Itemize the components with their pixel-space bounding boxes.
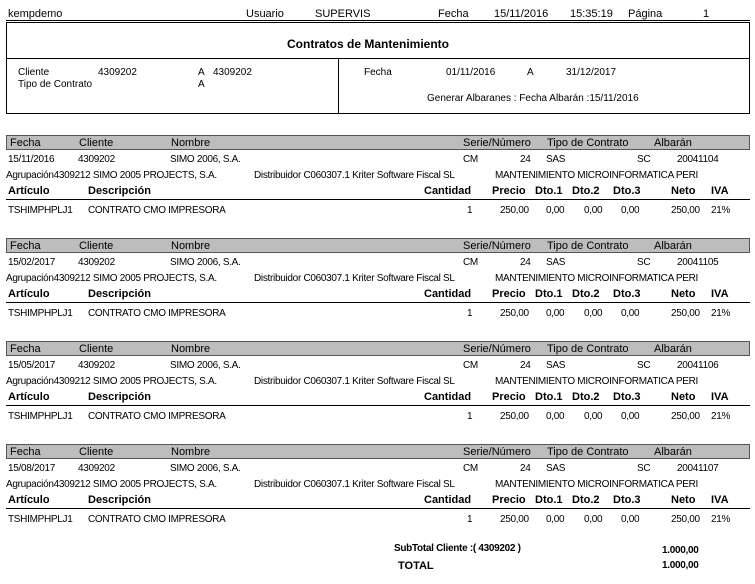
header-serie-numero: Serie/Número [463, 343, 531, 355]
line-neto: 250,00 [671, 411, 700, 422]
line-iva: 21% [711, 514, 731, 525]
contract-cliente: 4309202 [78, 154, 115, 165]
contract-numero: 24 [520, 360, 531, 371]
line-header-articulo: Artículo [8, 288, 50, 300]
filter-client-from: 4309202 [98, 67, 137, 78]
albaran-serie: SC [637, 463, 651, 474]
contract-nombre: SIMO 2006, S.A. [170, 257, 241, 268]
line-header-descripcion: Descripción [88, 185, 151, 197]
contract-serie: CM [463, 463, 478, 474]
line-header-dto1: Dto.1 [535, 391, 563, 403]
line-neto: 250,00 [671, 514, 700, 525]
albaran-numero: 20041104 [677, 154, 719, 165]
line-header-rule [6, 199, 750, 200]
line-header-dto2: Dto.2 [572, 391, 600, 403]
header-cliente: Cliente [79, 240, 114, 252]
total-value: 1.000,00 [662, 560, 699, 571]
user-value: SUPERVIS [315, 8, 371, 20]
header-serie-numero: Serie/Número [463, 240, 531, 252]
contract-descripcion: MANTENIMIENTO MICROINFORMATICA PERI [495, 376, 699, 387]
header-tipo-contrato: Tipo de Contrato [547, 240, 629, 252]
line-header-precio: Precio [492, 288, 526, 300]
line-precio: 250,00 [500, 205, 529, 216]
report-title: Contratos de Mantenimiento [287, 37, 450, 51]
line-header-dto3: Dto.3 [613, 494, 641, 506]
line-cantidad: 1 [467, 514, 473, 525]
header-nombre: Nombre [171, 240, 211, 252]
line-articulo: TSHIMPHPLJ1 [8, 514, 73, 525]
line-dto3: 0,00 [621, 205, 640, 216]
date-value: 15/11/2016 [494, 8, 549, 20]
header-nombre: Nombre [171, 343, 211, 355]
line-precio: 250,00 [500, 514, 529, 525]
line-header-iva: IVA [711, 185, 729, 197]
line-descripcion: CONTRATO CMO IMPRESORA [88, 308, 226, 319]
block-header-bar [6, 238, 750, 253]
line-header-iva: IVA [711, 288, 729, 300]
header-tipo-contrato: Tipo de Contrato [547, 446, 629, 458]
line-header-dto3: Dto.3 [613, 391, 641, 403]
line-header-rule [6, 405, 750, 406]
line-header-precio: Precio [492, 494, 526, 506]
filter-date-sep: A [527, 67, 534, 78]
line-dto1: 0,00 [546, 411, 565, 422]
line-header-dto2: Dto.2 [572, 288, 600, 300]
line-dto2: 0,00 [584, 411, 603, 422]
albaran-serie: SC [637, 154, 651, 165]
line-header-neto: Neto [671, 185, 696, 197]
contract-tipo: SAS [546, 360, 566, 371]
line-header-dto3: Dto.3 [613, 185, 641, 197]
header-serie-numero: Serie/Número [463, 446, 531, 458]
albaran-serie: SC [637, 257, 651, 268]
contract-fecha: 15/08/2017 [8, 463, 56, 474]
block-header-bar [6, 135, 750, 150]
line-dto3: 0,00 [621, 411, 640, 422]
top-divider [6, 20, 750, 21]
line-iva: 21% [711, 411, 731, 422]
filter-date-label: Fecha [364, 67, 392, 78]
contract-serie: CM [463, 360, 478, 371]
contract-fecha: 15/11/2016 [8, 154, 55, 165]
header-fecha: Fecha [10, 240, 41, 252]
header-nombre: Nombre [171, 446, 211, 458]
line-header-iva: IVA [711, 391, 729, 403]
line-neto: 250,00 [671, 205, 700, 216]
filter-date-to: 31/12/2017 [566, 67, 617, 78]
line-descripcion: CONTRATO CMO IMPRESORA [88, 411, 226, 422]
line-dto2: 0,00 [584, 514, 603, 525]
contract-nombre: SIMO 2006, S.A. [170, 463, 241, 474]
contract-numero: 24 [520, 463, 531, 474]
line-header-precio: Precio [492, 185, 526, 197]
line-dto2: 0,00 [584, 308, 603, 319]
contract-serie: CM [463, 257, 478, 268]
contract-tipo: SAS [546, 463, 566, 474]
header-nombre: Nombre [171, 137, 211, 149]
line-header-dto1: Dto.1 [535, 494, 563, 506]
company-name: kempdemo [8, 8, 63, 20]
generate-note: Generar Albaranes : Fecha Albarán :15/11/2016 [427, 93, 639, 104]
line-descripcion: CONTRATO CMO IMPRESORA [88, 205, 226, 216]
header-tipo-contrato: Tipo de Contrato [547, 137, 629, 149]
contract-distribuidor: Distribuidor C060307.1 Kriter Software Fiscal SL [254, 479, 455, 490]
contract-distribuidor: Distribuidor C060307.1 Kriter Software Fiscal SL [254, 170, 455, 181]
line-articulo: TSHIMPHPLJ1 [8, 205, 73, 216]
line-dto1: 0,00 [546, 514, 565, 525]
header-cliente: Cliente [79, 446, 114, 458]
line-cantidad: 1 [467, 308, 473, 319]
line-header-iva: IVA [711, 494, 729, 506]
line-header-neto: Neto [671, 288, 696, 300]
line-header-neto: Neto [671, 391, 696, 403]
header-albaran: Albarán [654, 343, 692, 355]
albaran-numero: 20041107 [677, 463, 719, 474]
contract-descripcion: MANTENIMIENTO MICROINFORMATICA PERI [495, 170, 699, 181]
line-precio: 250,00 [500, 411, 529, 422]
contract-descripcion: MANTENIMIENTO MICROINFORMATICA PERI [495, 479, 699, 490]
contract-tipo: SAS [546, 257, 566, 268]
header-tipo-contrato: Tipo de Contrato [547, 343, 629, 355]
line-dto3: 0,00 [621, 308, 640, 319]
date-label: Fecha [438, 8, 469, 20]
line-neto: 250,00 [671, 308, 700, 319]
contract-agrupacion: Agrupación4309212 SIMO 2005 PROJECTS, S.A. [6, 273, 217, 284]
contract-agrupacion: Agrupación4309212 SIMO 2005 PROJECTS, S.A. [6, 479, 217, 490]
subtotal-value: 1.000,00 [662, 545, 699, 556]
line-header-cantidad: Cantidad [424, 494, 472, 506]
line-header-dto3: Dto.3 [613, 288, 641, 300]
line-header-cantidad: Cantidad [424, 288, 472, 300]
line-header-descripcion: Descripción [88, 391, 151, 403]
contract-nombre: SIMO 2006, S.A. [170, 154, 241, 165]
line-header-neto: Neto [671, 494, 696, 506]
contract-numero: 24 [520, 154, 531, 165]
line-dto2: 0,00 [584, 205, 603, 216]
line-dto3: 0,00 [621, 514, 640, 525]
contract-cliente: 4309202 [78, 257, 115, 268]
header-fecha: Fecha [10, 446, 41, 458]
albaran-numero: 20041105 [677, 257, 719, 268]
line-header-precio: Precio [492, 391, 526, 403]
page-number: 1 [703, 8, 710, 20]
line-cantidad: 1 [467, 205, 473, 216]
filter-date-from: 01/11/2016 [446, 67, 496, 78]
block-header-bar [6, 341, 750, 356]
total-label: TOTAL [398, 560, 434, 572]
line-header-articulo: Artículo [8, 494, 50, 506]
header-fecha: Fecha [10, 343, 41, 355]
line-header-rule [6, 302, 750, 303]
albaran-numero: 20041106 [677, 360, 719, 371]
block-header-bar [6, 444, 750, 459]
line-articulo: TSHIMPHPLJ1 [8, 308, 73, 319]
contract-agrupacion: Agrupación4309212 SIMO 2005 PROJECTS, S.A. [6, 376, 217, 387]
line-header-articulo: Artículo [8, 185, 50, 197]
line-descripcion: CONTRATO CMO IMPRESORA [88, 514, 226, 525]
line-precio: 250,00 [500, 308, 529, 319]
line-header-rule [6, 508, 750, 509]
filter-client-to: 4309202 [213, 67, 252, 78]
line-dto1: 0,00 [546, 205, 565, 216]
contract-distribuidor: Distribuidor C060307.1 Kriter Software Fiscal SL [254, 376, 455, 387]
filter-client-label: Cliente [18, 67, 50, 78]
filter-divider [338, 58, 339, 114]
page-label: Página [628, 8, 663, 20]
filter-contract-type-label: Tipo de Contrato [18, 79, 93, 90]
line-header-descripcion: Descripción [88, 288, 151, 300]
filter-contract-type-sep: A [198, 79, 205, 90]
header-albaran: Albarán [654, 446, 692, 458]
contract-cliente: 4309202 [78, 463, 115, 474]
line-header-dto2: Dto.2 [572, 185, 600, 197]
header-serie-numero: Serie/Número [463, 137, 531, 149]
header-fecha: Fecha [10, 137, 41, 149]
contract-fecha: 15/02/2017 [8, 257, 56, 268]
line-header-descripcion: Descripción [88, 494, 151, 506]
line-dto1: 0,00 [546, 308, 565, 319]
line-iva: 21% [711, 205, 731, 216]
line-header-articulo: Artículo [8, 391, 50, 403]
subtotal-label: SubTotal Cliente :( 4309202 ) [394, 543, 521, 554]
contract-fecha: 15/05/2017 [8, 360, 56, 371]
contract-nombre: SIMO 2006, S.A. [170, 360, 241, 371]
contract-numero: 24 [520, 257, 531, 268]
contract-descripcion: MANTENIMIENTO MICROINFORMATICA PERI [495, 273, 699, 284]
time-value: 15:35:19 [570, 8, 613, 20]
header-albaran: Albarán [654, 240, 692, 252]
contract-tipo: SAS [546, 154, 566, 165]
contract-agrupacion: Agrupación4309212 SIMO 2005 PROJECTS, S.A. [6, 170, 217, 181]
header-cliente: Cliente [79, 343, 114, 355]
line-cantidad: 1 [467, 411, 473, 422]
contract-cliente: 4309202 [78, 360, 115, 371]
line-header-dto2: Dto.2 [572, 494, 600, 506]
line-articulo: TSHIMPHPLJ1 [8, 411, 73, 422]
line-iva: 21% [711, 308, 731, 319]
line-header-dto1: Dto.1 [535, 288, 563, 300]
albaran-serie: SC [637, 360, 651, 371]
user-label: Usuario [246, 8, 284, 20]
line-header-dto1: Dto.1 [535, 185, 563, 197]
line-header-cantidad: Cantidad [424, 391, 472, 403]
contract-serie: CM [463, 154, 478, 165]
header-cliente: Cliente [79, 137, 114, 149]
filter-client-sep: A [198, 67, 205, 78]
header-albaran: Albarán [654, 137, 692, 149]
contract-distribuidor: Distribuidor C060307.1 Kriter Software Fiscal SL [254, 273, 455, 284]
line-header-cantidad: Cantidad [424, 185, 472, 197]
